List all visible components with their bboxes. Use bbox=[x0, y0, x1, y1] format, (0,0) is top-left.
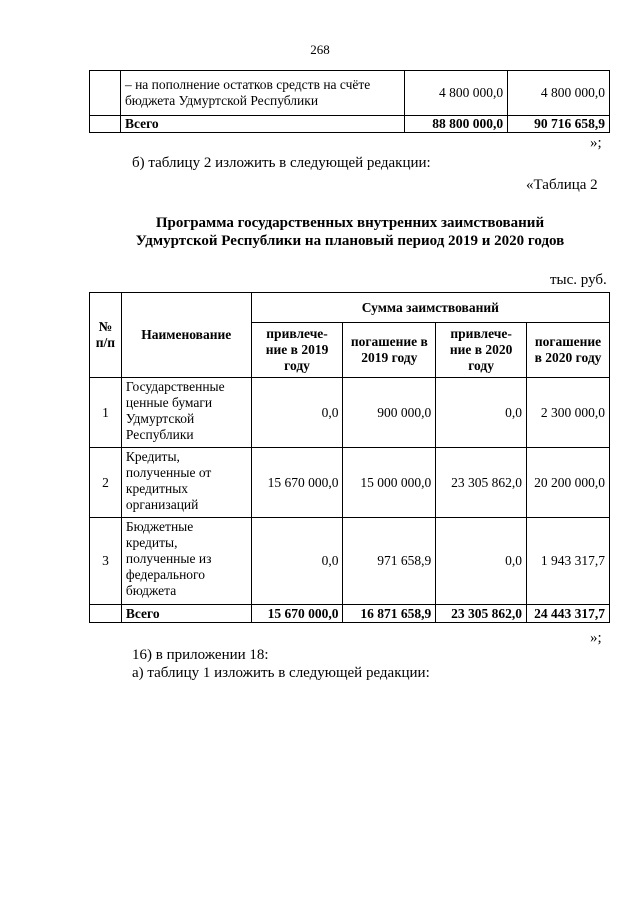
continued-table bbox=[89, 70, 610, 133]
header-col: привлече-ние в 2020 году bbox=[436, 323, 527, 378]
total-value: 90 716 658,9 bbox=[508, 116, 610, 133]
value-cell: 0,0 bbox=[436, 378, 527, 448]
row-num: 2 bbox=[90, 448, 122, 518]
units-label: тыс. руб. bbox=[550, 272, 607, 288]
header-num: № п/п bbox=[90, 293, 122, 378]
header-col: привлече-ние в 2019 году bbox=[251, 323, 343, 378]
header-col: погашение в 2020 году bbox=[527, 323, 610, 378]
table-row bbox=[90, 448, 610, 518]
total-row bbox=[90, 605, 610, 623]
value-cell: 2 300 000,0 bbox=[527, 378, 610, 448]
row-name: Бюджетные кредиты, полученные из федерального бюджета bbox=[121, 518, 251, 605]
total-value: 88 800 000,0 bbox=[405, 116, 508, 133]
total-value: 23 305 862,0 bbox=[436, 605, 527, 623]
value-cell: 15 000 000,0 bbox=[343, 448, 436, 518]
close-quote: »; bbox=[590, 630, 602, 646]
row-name: Кредиты, полученные от кредитных организаций bbox=[121, 448, 251, 518]
borrowing-program-table bbox=[89, 292, 610, 623]
instruction-line: б) таблицу 2 изложить в следующей редакции: bbox=[132, 155, 431, 171]
value-cell: 900 000,0 bbox=[343, 378, 436, 448]
header-group: Сумма заимствований bbox=[251, 293, 609, 323]
empty-cell bbox=[90, 116, 121, 133]
row-num: 1 bbox=[90, 378, 122, 448]
value-cell: 15 670 000,0 bbox=[251, 448, 343, 518]
empty-cell bbox=[90, 605, 122, 623]
total-label: Всего bbox=[120, 116, 404, 133]
row-num: 3 bbox=[90, 518, 122, 605]
value-cell: 0,0 bbox=[436, 518, 527, 605]
total-value: 15 670 000,0 bbox=[251, 605, 343, 623]
total-value: 16 871 658,9 bbox=[343, 605, 436, 623]
table-label: «Таблица 2 bbox=[526, 177, 598, 193]
total-row bbox=[90, 116, 610, 133]
value-cell: 971 658,9 bbox=[343, 518, 436, 605]
value-cell: 20 200 000,0 bbox=[527, 448, 610, 518]
header-row bbox=[90, 293, 610, 323]
table-row bbox=[90, 378, 610, 448]
table-row bbox=[90, 518, 610, 605]
row-name: – на пополнение остатков средств на счёте бюджета Удмуртской Республики bbox=[120, 71, 404, 116]
table-title-line-1: Программа государственных внутренних заимствований bbox=[155, 215, 545, 231]
row-name: Государственные ценные бумаги Удмуртской Республики bbox=[121, 378, 251, 448]
value-cell: 4 800 000,0 bbox=[405, 71, 508, 116]
table-row bbox=[90, 71, 610, 116]
header-name: Наименование bbox=[121, 293, 251, 378]
value-cell: 23 305 862,0 bbox=[436, 448, 527, 518]
value-cell: 4 800 000,0 bbox=[508, 71, 610, 116]
header-col: погашение в 2019 году bbox=[343, 323, 436, 378]
total-label: Всего bbox=[121, 605, 251, 623]
table-title-line-2: Удмуртской Республики на плановый период 2019 и 2020 годов bbox=[135, 233, 565, 249]
close-quote: »; bbox=[590, 135, 602, 151]
value-cell: 0,0 bbox=[251, 378, 343, 448]
total-value: 24 443 317,7 bbox=[527, 605, 610, 623]
instruction-line: 16) в приложении 18: bbox=[132, 647, 269, 663]
page-number: 268 bbox=[310, 42, 330, 57]
value-cell: 1 943 317,7 bbox=[527, 518, 610, 605]
value-cell: 0,0 bbox=[251, 518, 343, 605]
instruction-line: а) таблицу 1 изложить в следующей редакции: bbox=[132, 665, 430, 681]
empty-cell bbox=[90, 71, 121, 116]
